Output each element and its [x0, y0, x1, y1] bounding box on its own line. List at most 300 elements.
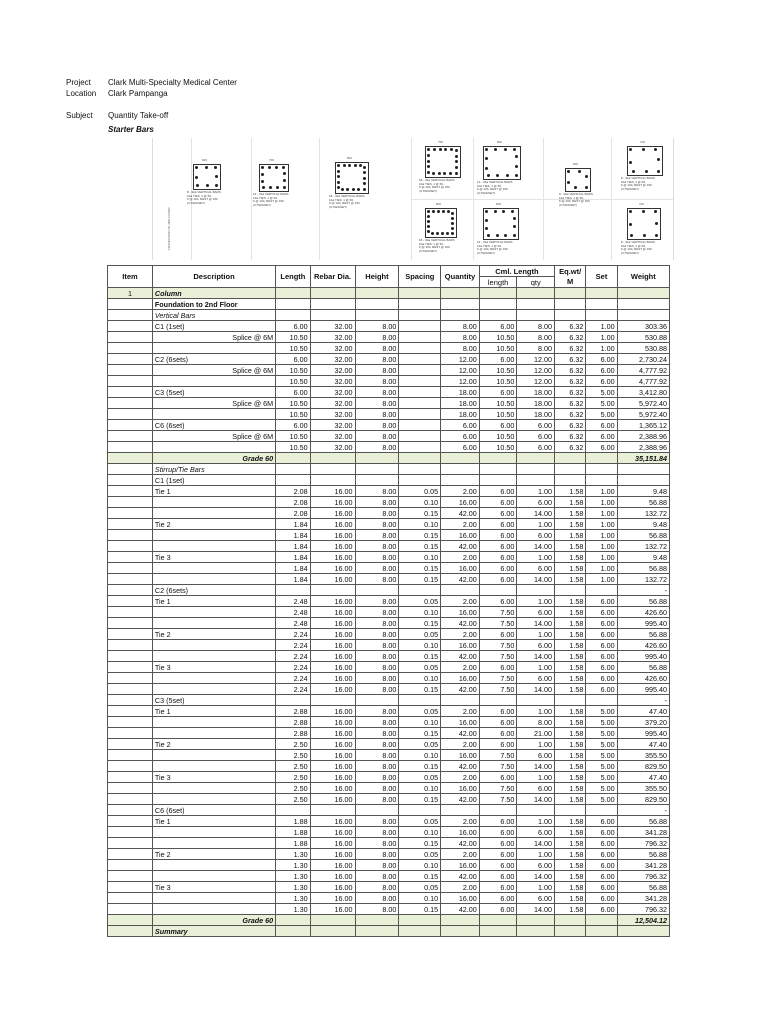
cell-item	[108, 882, 153, 893]
cell-eq-wt: 1.58	[555, 750, 586, 761]
section-dimension: 800	[497, 140, 503, 144]
cell-set	[586, 926, 617, 937]
cell-eq-wt: 1.58	[555, 893, 586, 904]
cell-item	[108, 453, 153, 464]
cell-quantity: 6.00	[441, 442, 480, 453]
section-dimension: 600	[202, 158, 208, 162]
rebar-dot	[354, 164, 357, 167]
cell-weight: 56.88	[617, 497, 669, 508]
cell-weight: 56.88	[617, 563, 669, 574]
drawing-divider	[319, 138, 320, 260]
cell-description	[152, 860, 275, 871]
cell-spacing: 0.05	[399, 739, 441, 750]
rebar-dot	[427, 225, 430, 228]
cell-weight: 341.28	[617, 827, 669, 838]
rebar-dot	[262, 186, 265, 189]
cell-set: 1.00	[586, 343, 617, 354]
cell-quantity	[441, 464, 480, 475]
table-row	[108, 838, 670, 849]
column-section	[627, 146, 663, 176]
cell-spacing	[399, 805, 441, 816]
cell-eq-wt: 1.58	[555, 508, 586, 519]
table-row	[108, 552, 670, 563]
cell-set: 5.00	[586, 772, 617, 783]
cell-set: 5.00	[586, 398, 617, 409]
cell-weight	[617, 464, 669, 475]
table-row	[108, 816, 670, 827]
cell-set: 6.00	[586, 607, 617, 618]
cell-eq-wt: 1.58	[555, 497, 586, 508]
table-row	[108, 805, 670, 816]
rebar-dot	[427, 160, 430, 163]
column-section	[483, 146, 521, 180]
cell-description: Tie 3	[152, 662, 275, 673]
cell-cml-qty: 1.00	[517, 629, 555, 640]
cell-set	[586, 695, 617, 706]
cell-cml-qty: 1.00	[517, 552, 555, 563]
cell-quantity: 2.00	[441, 882, 480, 893]
cell-weight: -	[617, 585, 669, 596]
cell-spacing	[399, 695, 441, 706]
cell-height: 8.00	[355, 409, 399, 420]
cell-quantity: 2.00	[441, 772, 480, 783]
cell-rebar-dia: 16.00	[310, 750, 355, 761]
cell-spacing: 0.15	[399, 761, 441, 772]
rebar-dot	[283, 186, 286, 189]
cell-set: 1.00	[586, 552, 617, 563]
cell-description	[152, 640, 275, 651]
cell-height: 8.00	[355, 882, 399, 893]
table-row	[108, 475, 670, 486]
cell-weight: 12,504.12	[617, 915, 669, 926]
cell-eq-wt	[555, 475, 586, 486]
section-dimension: 800	[436, 202, 442, 206]
cell-eq-wt: 1.58	[555, 574, 586, 585]
cell-quantity: 2.00	[441, 552, 480, 563]
rebar-dot	[487, 174, 490, 177]
cell-eq-wt: 1.58	[555, 794, 586, 805]
cell-description	[152, 893, 275, 904]
rebar-dot	[485, 148, 488, 151]
cell-quantity: 16.00	[441, 893, 480, 904]
cell-spacing: 0.05	[399, 629, 441, 640]
rebar-dot	[275, 166, 278, 169]
cell-weight: 35,151.84	[617, 453, 669, 464]
cell-spacing: 0.05	[399, 486, 441, 497]
rebar-dot	[346, 188, 349, 191]
cell-rebar-dia	[310, 310, 355, 321]
rebar-dot	[455, 155, 458, 158]
subject-value: Quantity Take-off	[108, 111, 169, 120]
rebar-dot	[427, 148, 430, 151]
cell-set: 6.00	[586, 838, 617, 849]
cell-weight: 56.88	[617, 629, 669, 640]
column-section	[483, 208, 519, 240]
cell-spacing	[399, 288, 441, 299]
cell-eq-wt: 6.32	[555, 431, 586, 442]
rebar-dot	[427, 154, 430, 157]
rebar-dot	[337, 186, 340, 189]
cell-cml-length: 6.00	[479, 772, 517, 783]
cell-description: C2 (6sets)	[152, 354, 275, 365]
rebar-dot	[504, 234, 507, 237]
cell-spacing	[399, 442, 441, 453]
table-row	[108, 431, 670, 442]
rebar-dot	[629, 210, 632, 213]
cell-item	[108, 618, 153, 629]
cell-cml-qty: 8.00	[517, 343, 555, 354]
rebar-dot	[195, 166, 198, 169]
cell-item	[108, 728, 153, 739]
cell-length: 2.08	[276, 508, 310, 519]
cell-spacing: 0.05	[399, 596, 441, 607]
cell-description	[152, 827, 275, 838]
table-row	[108, 596, 670, 607]
rebar-dot	[337, 170, 340, 173]
cell-quantity: 42.00	[441, 541, 480, 552]
cell-spacing: 0.05	[399, 706, 441, 717]
cell-item	[108, 640, 153, 651]
cell-set: 6.00	[586, 629, 617, 640]
cell-length: 1.84	[276, 541, 310, 552]
cell-item	[108, 684, 153, 695]
cell-rebar-dia: 16.00	[310, 563, 355, 574]
cell-cml-qty: 14.00	[517, 838, 555, 849]
cell-eq-wt: 6.32	[555, 321, 586, 332]
cell-cml-length: 6.00	[479, 904, 517, 915]
table-header-row	[108, 266, 670, 277]
cell-cml-length: 10.50	[479, 376, 517, 387]
rebar-dot	[455, 166, 458, 169]
cell-cml-length: 6.00	[479, 728, 517, 739]
cell-set: 5.00	[586, 706, 617, 717]
cell-cml-length: 6.00	[479, 530, 517, 541]
cell-weight: 4,777.92	[617, 376, 669, 387]
rebar-dot	[502, 210, 505, 213]
cell-spacing: 0.10	[399, 640, 441, 651]
rebar-dot	[438, 172, 441, 175]
cell-description: C1 (1set)	[152, 321, 275, 332]
cell-length	[276, 585, 310, 596]
cell-eq-wt	[555, 299, 586, 310]
cell-height	[355, 464, 399, 475]
cell-item	[108, 508, 153, 519]
table-row	[108, 398, 670, 409]
cell-item	[108, 387, 153, 398]
cell-rebar-dia: 16.00	[310, 739, 355, 750]
cell-weight	[617, 310, 669, 321]
cell-length: 1.30	[276, 849, 310, 860]
cell-description	[152, 673, 275, 684]
cell-cml-qty: 6.00	[517, 431, 555, 442]
cell-set: 6.00	[586, 871, 617, 882]
cell-set: 5.00	[586, 794, 617, 805]
cell-weight: 355.50	[617, 783, 669, 794]
cell-set: 6.00	[586, 893, 617, 904]
cell-description: Splice @ 6M	[152, 431, 275, 442]
cell-length: 10.50	[276, 431, 310, 442]
cell-set: 1.00	[586, 321, 617, 332]
cell-weight: 2,388.96	[617, 431, 669, 442]
table-row	[108, 376, 670, 387]
cell-weight: 995.40	[617, 728, 669, 739]
cell-description	[152, 343, 275, 354]
rebar-dot	[485, 157, 488, 160]
cell-set	[586, 453, 617, 464]
cell-item	[108, 926, 153, 937]
cell-rebar-dia	[310, 585, 355, 596]
cell-item	[108, 519, 153, 530]
cell-cml-length: 10.50	[479, 431, 517, 442]
cell-cml-qty: 1.00	[517, 662, 555, 673]
cell-cml-qty	[517, 453, 555, 464]
cell-cml-qty: 12.00	[517, 376, 555, 387]
table-row	[108, 420, 670, 431]
cell-set: 1.00	[586, 497, 617, 508]
rebar-dot	[578, 170, 581, 173]
cell-eq-wt: 1.58	[555, 904, 586, 915]
cell-cml-length	[479, 310, 517, 321]
cell-weight: 379.20	[617, 717, 669, 728]
cell-description: Tie 1	[152, 596, 275, 607]
cell-spacing	[399, 585, 441, 596]
rebar-dot	[205, 166, 208, 169]
cell-weight: 829.50	[617, 794, 669, 805]
cell-length: 1.84	[276, 574, 310, 585]
cell-weight: 56.88	[617, 530, 669, 541]
cell-item	[108, 376, 153, 387]
cell-cml-qty: 21.00	[517, 728, 555, 739]
cell-cml-length: 6.00	[479, 387, 517, 398]
table-row	[108, 497, 670, 508]
cell-length	[276, 805, 310, 816]
cell-item	[108, 860, 153, 871]
cell-cml-length	[479, 585, 517, 596]
cell-item	[108, 398, 153, 409]
rebar-dot	[261, 166, 264, 169]
table-row	[108, 409, 670, 420]
section-dimension: 800	[496, 202, 502, 206]
cell-cml-length: 6.00	[479, 519, 517, 530]
column-section	[627, 208, 661, 240]
rebar-dot	[506, 174, 509, 177]
cell-item	[108, 827, 153, 838]
rebar-dot	[511, 210, 514, 213]
cell-length: 2.48	[276, 607, 310, 618]
rebar-dot	[359, 164, 362, 167]
cell-height: 8.00	[355, 376, 399, 387]
cell-cml-qty: 6.00	[517, 783, 555, 794]
rebar-dot	[432, 172, 435, 175]
location-line	[66, 88, 168, 99]
cell-spacing: 0.15	[399, 574, 441, 585]
cell-quantity: 16.00	[441, 497, 480, 508]
cell-set: 6.00	[586, 651, 617, 662]
cell-cml-qty	[517, 926, 555, 937]
cell-rebar-dia: 16.00	[310, 904, 355, 915]
cell-item	[108, 662, 153, 673]
rebar-dot	[261, 173, 264, 176]
table-row	[108, 640, 670, 651]
cell-weight: 47.40	[617, 706, 669, 717]
cell-cml-length: 7.50	[479, 607, 517, 618]
cell-item	[108, 772, 153, 783]
cell-spacing: 0.10	[399, 607, 441, 618]
cell-height: 8.00	[355, 904, 399, 915]
cell-weight: 47.40	[617, 739, 669, 750]
drawing-divider	[411, 199, 673, 200]
cell-cml-length: 6.00	[479, 486, 517, 497]
cell-cml-qty	[517, 805, 555, 816]
project-label: Project	[66, 78, 91, 87]
cell-description: Splice @ 6M	[152, 365, 275, 376]
cell-length	[276, 915, 310, 926]
cell-weight: 426.60	[617, 673, 669, 684]
cell-description: Tie 1	[152, 816, 275, 827]
cell-eq-wt	[555, 585, 586, 596]
cell-description	[152, 904, 275, 915]
cell-description	[152, 838, 275, 849]
cell-cml-qty: 1.00	[517, 849, 555, 860]
cell-eq-wt: 6.32	[555, 354, 586, 365]
cell-cml-length: 10.50	[479, 332, 517, 343]
cell-description	[152, 497, 275, 508]
subject-label: Subject	[66, 111, 93, 120]
cell-description	[152, 794, 275, 805]
cell-item	[108, 706, 153, 717]
cell-weight: 995.40	[617, 651, 669, 662]
cell-rebar-dia: 16.00	[310, 530, 355, 541]
rebar-dot	[455, 160, 458, 163]
cell-rebar-dia: 32.00	[310, 365, 355, 376]
cell-rebar-dia: 16.00	[310, 816, 355, 827]
cell-length: 2.50	[276, 772, 310, 783]
rebar-dot	[630, 234, 633, 237]
cell-description: Splice @ 6M	[152, 398, 275, 409]
cell-eq-wt: 1.58	[555, 871, 586, 882]
cell-item	[108, 871, 153, 882]
cell-cml-qty: 6.00	[517, 860, 555, 871]
cell-rebar-dia: 32.00	[310, 431, 355, 442]
cell-length: 1.88	[276, 827, 310, 838]
cell-cml-qty: 1.00	[517, 706, 555, 717]
cell-spacing	[399, 398, 441, 409]
cell-weight: 2,730.24	[617, 354, 669, 365]
column-section	[425, 146, 461, 178]
rebar-dot	[513, 225, 516, 228]
cell-weight: 995.40	[617, 618, 669, 629]
cell-height: 8.00	[355, 332, 399, 343]
table-row	[108, 728, 670, 739]
cell-set: 6.00	[586, 684, 617, 695]
cell-height: 8.00	[355, 772, 399, 783]
header-spacing: Spacing	[399, 266, 441, 288]
rebar-dot	[337, 181, 340, 184]
cell-quantity	[441, 585, 480, 596]
cell-weight: 796.32	[617, 871, 669, 882]
cell-rebar-dia: 16.00	[310, 728, 355, 739]
cell-item	[108, 717, 153, 728]
rebar-dot	[337, 164, 340, 167]
cell-quantity	[441, 805, 480, 816]
cell-quantity: 16.00	[441, 750, 480, 761]
table-row	[108, 332, 670, 343]
rebar-dot	[496, 174, 499, 177]
cell-height	[355, 926, 399, 937]
cell-description: C6 (6set)	[152, 805, 275, 816]
cell-set	[586, 299, 617, 310]
cell-item	[108, 354, 153, 365]
rebar-dot	[504, 148, 507, 151]
rebar-dot	[215, 175, 218, 178]
cell-description: C2 (6sets)	[152, 585, 275, 596]
rebar-dot	[657, 158, 660, 161]
cell-item	[108, 893, 153, 904]
section-dimension: 700	[639, 202, 645, 206]
cell-cml-qty	[517, 288, 555, 299]
rebar-dot	[444, 148, 447, 151]
rebar-dot	[363, 188, 366, 191]
cell-rebar-dia: 16.00	[310, 761, 355, 772]
cell-description: Column	[152, 288, 275, 299]
rebar-dot	[215, 184, 218, 187]
cell-length: 1.30	[276, 871, 310, 882]
cell-cml-qty: 18.00	[517, 398, 555, 409]
cell-set: 1.00	[586, 563, 617, 574]
cell-cml-length: 6.00	[479, 717, 517, 728]
section-note: 8 - 32ø VERTICAL BARS 10ø TIES, 1 @ 50, 6 @ 100, REST @ 150 (3-TIES/SET)	[187, 190, 221, 205]
cell-weight: -	[617, 695, 669, 706]
rebar-dot	[449, 172, 452, 175]
cell-set: 1.00	[586, 519, 617, 530]
cell-spacing: 0.15	[399, 728, 441, 739]
cell-weight	[617, 288, 669, 299]
rebar-dot	[642, 210, 645, 213]
rebar-dot	[442, 210, 445, 213]
table-row	[108, 772, 670, 783]
column-section	[565, 168, 591, 192]
rebar-dot	[642, 148, 645, 151]
cell-rebar-dia	[310, 299, 355, 310]
rebar-dot	[485, 219, 488, 222]
cell-quantity: 2.00	[441, 629, 480, 640]
cell-set	[586, 805, 617, 816]
rebar-dot	[585, 175, 588, 178]
cell-height: 8.00	[355, 893, 399, 904]
cell-length	[276, 453, 310, 464]
cell-rebar-dia: 16.00	[310, 838, 355, 849]
column-section	[425, 208, 457, 238]
cell-description	[152, 508, 275, 519]
cell-description: Grade 60	[152, 453, 275, 464]
section-note: 18 - 32ø VERTICAL BARS 10ø TIES, 1 @ 50, 6 @ 100, REST @ 150 (3-TIES/SET)	[419, 238, 455, 253]
cell-length	[276, 464, 310, 475]
cell-set: 6.00	[586, 420, 617, 431]
cell-cml-length	[479, 453, 517, 464]
cell-height: 8.00	[355, 563, 399, 574]
cell-rebar-dia: 16.00	[310, 486, 355, 497]
cell-eq-wt: 1.58	[555, 596, 586, 607]
cell-length: 10.50	[276, 442, 310, 453]
cell-rebar-dia	[310, 915, 355, 926]
cell-spacing	[399, 321, 441, 332]
cell-cml-length	[479, 915, 517, 926]
cell-cml-qty: 14.00	[517, 574, 555, 585]
cell-item	[108, 321, 153, 332]
cell-rebar-dia: 16.00	[310, 596, 355, 607]
cell-rebar-dia: 32.00	[310, 409, 355, 420]
cell-cml-length: 6.00	[479, 541, 517, 552]
